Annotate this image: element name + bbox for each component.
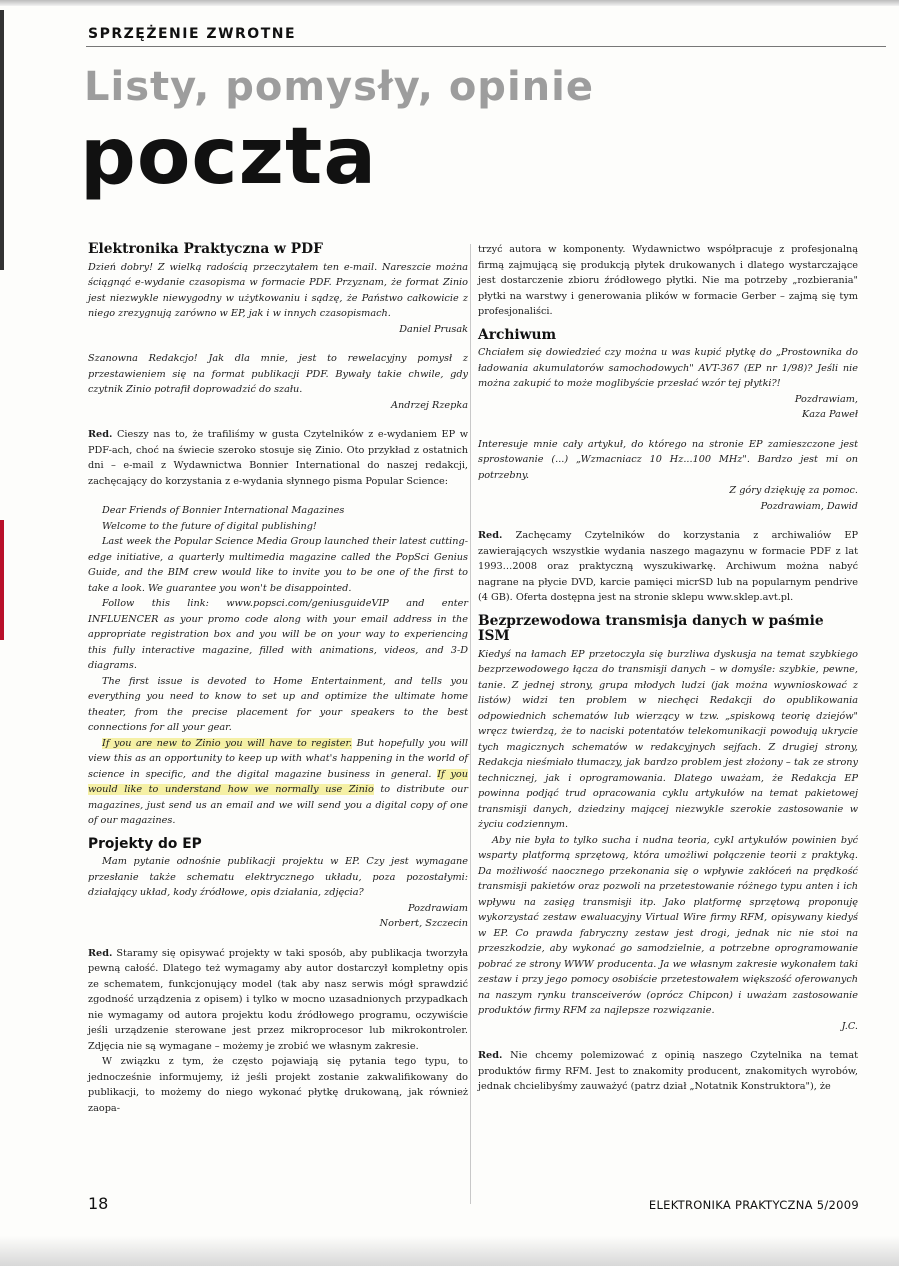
editor-reply-pdf <box>88 427 468 489</box>
reply-text: Nie chcemy polemizować z opinią naszego Czytelnika na temat produktów firmy RFM. Jest to znakomity producent, znakomitych wyrobów, jednak chcielibyśmy zauważyć (patrz dział „Notatnik Konstruktora"), że <box>478 1050 858 1092</box>
email-paragraph-1: Last week the Popular Science Media Group launched their latest cutting-edge initiative, a quarterly multimedia magazine called the PopSci Genius Guide, and the BIM crew would like to invite you to be one of the first to take a look. We guarantee you won't be disappointed. <box>88 536 468 594</box>
article-title-pdf: Elektronika Praktyczna w PDF <box>88 241 323 257</box>
email-paragraph-3: The first issue is devoted to Home Entertainment, and tells you everything you need to know to set up and optimize the ultimate home theater, from the precise placement for your speakers to the best connections for all your gear. <box>88 675 468 733</box>
letter-rzepka: Szanowna Redakcjo! Jak dla mnie, jest to rewelacyjny pomysł z przestawieniem się na format publikacji PDF. Bywały takie chwile, gdy czytnik Zinio potrafił doprowadzić do szału. <box>88 353 468 395</box>
continued-text: trzyć autora w komponenty. Wydawnictwo współpracuje z profesjonalną firmą zajmującą się produkcją płytek drukowanych i dlatego wystarczające jest dostarczenie zbioru źródłowego płytki. Nie ma potrzeby „rozbierania" płytki na warstwy i generowania plików w formacie Gerber – zajmą się tym profesjonaliści. <box>478 244 858 317</box>
email-paragraph-2: Follow this link: www.popsci.com/geniusguideVIP and enter INFLUENCER as your promo code along with your email address in the appropriate registration box and you will be on your way to experiencing this fully interactive magazine, filled with animations, videos, and 3-D diagrams. <box>88 598 468 671</box>
reply-text: Staramy się opisywać projekty w taki sposób, aby publikacja tworzyła pewną całość. Dlatego też wymagamy aby autor dostarczył kompletny opis ze schematem, funkcjonujący model (tak aby nasz serwis mógł sprawdzić zgodność urządzenia z opisem) i tylko w mocno uzasadnionych przypadkach nie wymagamy od autora projektu kodu źródłowego programu, oczywiście jeśli urządzenie sterowane jest przez mikroprocesor lub mikrokontroler. Zdjęcia nie są wymagane – możemy je zrobić we własnym zakresie. <box>88 947 468 1052</box>
letter-ism-2: Aby nie była to tylko sucha i nudna teoria, cykl artykułów powinien być wsparty platformą sprzętową, która umożliwi połączenie teorii z praktyką. Da możliwość naocznego przekonania się o wpływie zakłóceń na prędkość transmisji pakietów oraz pozwoli na przetestowanie różnego typu anten i ich wpływu na zasięg transmisji itp. Jako platformę sprzętową proponuję wykorzystać zestaw ewaluacyjny Virtual Wire firmy RFM, opisywany kiedyś w EP. Co prawda fabryczny zestaw jest drogi, jednak nic nie stoi na przeszkodzie, aby wykonać go samodzielnie, a potrzebne oprogramowanie pobrać ze strony WWW producenta. Ja we własnym zakresie wykonałem taki zestaw i przy jego pomocy osobiście przetestowałem większość oferowanych na naszym rynku transceiverów (oprócz Chipcon) i uważam zastosowanie produktów firmy RFM za najlepsze rozwiązanie. <box>478 834 858 1016</box>
signature-dawid-2: Pozdrawiam, Dawid <box>760 500 858 512</box>
red-label: Red. <box>88 947 113 959</box>
article-title-archive: Archiwum <box>478 326 557 343</box>
scan-mark-red <box>0 520 4 640</box>
email-paragraph-4 <box>88 736 468 829</box>
section-label: SPRZĘŻENIE ZWROTNE <box>88 26 297 42</box>
signature-rzepka: Andrzej Rzepka <box>391 399 468 411</box>
letter-prusak: Dzień dobry! Z wielką radością przeczytałem ten e-mail. Nareszcie można ściągnąć e-wydanie czasopisma w formacie PDF. Przyznam, że format Zinio jest niezwykle niewygodny w użytkowaniu i sądzę, że Państwo całkowicie z niego zrezygnują zarówno w EP, jak i w innych czasopismach. <box>88 261 468 319</box>
email-text: to distribute our magazines, just send us an email and we will send you a digital copy of one of our magazines. <box>88 784 468 826</box>
email-greeting-2: Welcome to the future of digital publishing! <box>102 520 317 532</box>
highlight-register: If you are new to Zinio you will have to register. <box>102 737 353 749</box>
signature-dawid-1: Z góry dziękuję za pomoc. <box>729 485 858 496</box>
letter-ism-1: Kiedyś na łamach EP przetoczyła się burzliwa dyskusja na temat szybkiego bezprzewodowego łącza do transmisji danych – w domyśle: szybkie, pewne, tanie. Z jednej strony, grupa młodych ludzi (jak można wywnioskować z listów) widzi ten problem w niechęci Redakcji do opublikowania odpowiednich schematów lub wierzący w tzw. „spiskową teorię dziejów" wręcz twierdzą, że to naciski potentatów telekomunikacji powodują ukrycie tych magicznych schematów w redakcyjnych sejfach. Z drugiej strony, Redakcja nieśmiało tłumaczy, jak bardzo problem jest złożony – tak ze strony technicznej, jak i oprogramowania. Dlatego uważam, że Redakcja EP powinna podjąć trud opracowania cyklu artykułów na temat pakietowej transmisji danych, dziedziny mającej niezwykle szerokie zastosowanie w życiu codziennym. <box>478 648 858 830</box>
scan-edge-bottom <box>0 1236 899 1266</box>
letter-norbert: Mam pytanie odnośnie publikacji projektu w EP. Czy jest wymagane przesłanie także schematu elektrycznego układu, poza pozostałymi: działający układ, kody źródłowe, opis działania, zdjęcia? <box>88 856 468 898</box>
editor-reply-ism <box>478 1048 858 1095</box>
signature-kaza-1: Pozdrawiam, <box>794 393 858 405</box>
signature-kaza-2: Kaza Paweł <box>802 409 858 420</box>
journal-footer: ELEKTRONIKA PRAKTYCZNA 5/2009 <box>648 1198 859 1212</box>
article-title-projects: Projekty do EP <box>88 835 202 852</box>
email-greeting-1: Dear Friends of Bonnier International Magazines <box>102 505 345 516</box>
red-label: Red. <box>478 530 503 541</box>
scan-edge-top <box>0 0 899 6</box>
headline-grey: Listy, pomysły, opinie <box>84 64 594 110</box>
reply-text: Zachęcamy Czytelników do korzystania z archiwaliów EP zawierających wszystkie wydania naszego magazynu w formacie PDF z lat 1993…2008 oraz praktyczną wyszukiwarkę. Archiwum można nabyć nagrane na płycie DVD, karcie pamięci micrSD lub na popularnym pendrive (4 GB). Oferta dostępna jest na stronie sklepu www.sklep.avt.pl. <box>478 530 858 603</box>
letter-dawid: Interesuje mnie cały artykuł, do którego na stronie EP zamieszczone jest sprostowanie (...) „Wzmacniacz 10 Hz...100 MHz". Bardzo jest mi on potrzebny. <box>478 438 858 481</box>
page-number: 18 <box>88 1194 109 1213</box>
highlight-understand: If you would like to understand how we normally use Zinio <box>88 768 468 795</box>
column-divider <box>470 244 471 1204</box>
section-rule <box>86 46 886 47</box>
red-label: Red. <box>88 429 113 440</box>
reply-text: Cieszy nas to, że trafiliśmy w gusta Czytelników z e-wydaniem EP w PDF-ach, choć na świecie szeroko stosuje się Zinio. Oto przykład z ostatnich dni – e-mail z Wydawnictwa Bonnier International do naszej redakcji, zachęcający do korzystania z e-wydania słynnego pisma Popular Science: <box>88 429 468 487</box>
signature-norbert-2: Norbert, Szczecin <box>379 918 468 929</box>
article-title-ism: Bezprzewodowa transmisja danych w paśmie ISM <box>478 612 824 644</box>
column-left <box>88 242 468 1116</box>
editor-reply-projects <box>88 946 468 1055</box>
signature-norbert-1: Pozdrawiam <box>407 902 468 914</box>
email-text: But hopefully you will view this as an opportunity to keep up with what's happening in the world of science in specific, and the digital magazine business in general. <box>88 737 468 780</box>
editor-reply-archive <box>478 528 858 606</box>
scan-edge-left <box>0 10 4 270</box>
column-right <box>478 242 858 1095</box>
letter-kaza: Chciałem się dowiedzieć czy można u was kupić płytkę do „Prostownika do ładowania akumulatorów samochodowych" AVT-367 (EP nr 1/98)? Jeśli nie można zakupić to może moglibyście przesłać wzór tej płytki?! <box>478 347 858 389</box>
editor-reply-projects-2: W związku z tym, że często pojawiają się pytania tego typu, to jednocześnie informujemy, iż jeśli projekt zostanie zakwalifikowany do publikacji, to możemy do niego wykonać płytkę drukowaną, jak również zaopa- <box>88 1056 468 1114</box>
headline-main: poczta <box>80 112 377 202</box>
signature-jc: J.C. <box>841 1020 858 1032</box>
signature-prusak: Daniel Prusak <box>399 323 468 335</box>
red-label: Red. <box>478 1050 503 1061</box>
